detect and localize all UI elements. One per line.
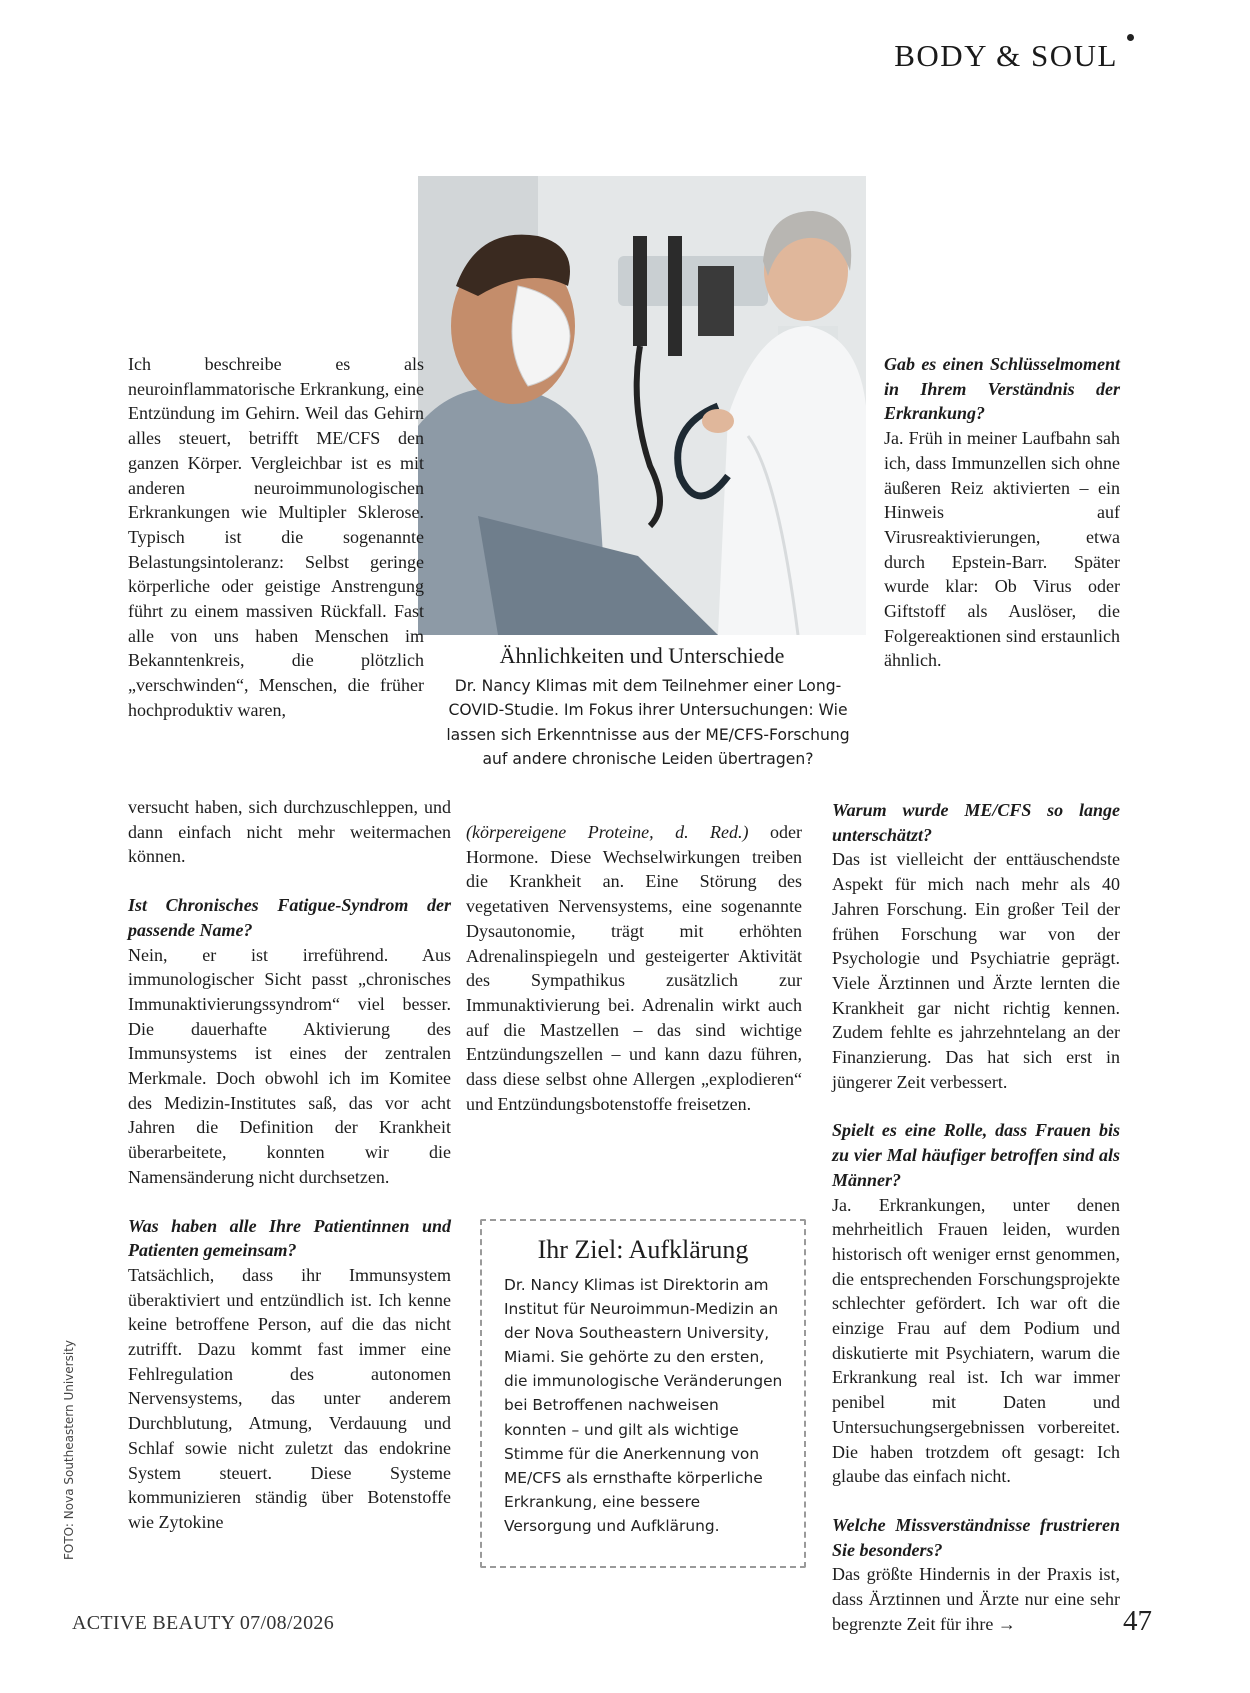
section-dot-icon bbox=[1127, 34, 1134, 41]
question-underestimated: Warum wurde ME/CFS so lange unterschätzt? bbox=[832, 800, 1120, 845]
paragraph-intro-continued: versucht haben, sich durchzuschleppen, und dann einfach nicht mehr weitermachen können. bbox=[128, 797, 451, 867]
paragraph-hormones-italic: (körpereigene Proteine, d. Red.) bbox=[466, 822, 749, 842]
photo-credit: FOTO: Nova Southeastern University bbox=[62, 1340, 76, 1560]
column-1-bottom bbox=[128, 795, 451, 1535]
column-2 bbox=[466, 820, 802, 1116]
photo-doctor-patient bbox=[418, 176, 866, 635]
column-3 bbox=[832, 798, 1120, 1637]
photo-caption-text: Dr. Nancy Klimas mit dem Teilnehmer einer Long-COVID-Studie. Im Fokus ihrer Untersuchungen: Wie lassen sich Erkenntnisse aus der ME/CFS-Forschung auf andere chronische Leiden übertragen? bbox=[446, 677, 850, 768]
paragraph-intro: Ich beschreibe es als neuroinflammatorische Erkrankung, eine Entzündung im Gehirn. Weil das Gehirn alles steuert, betrifft ME/CFS den ganzen Körper. Vergleichbar ist es mit anderen neuroimmunologischen Erkrankungen wie Multipler Sklerose. Typisch ist die sogenannte Belastungsintoleranz: Selbst geringe körperliche oder geistige Anstrengung führt zu einem massiven Rückfall. Fast alle von uns haben Menschen im Bekanntenkreis, die plötzlich „verschwinden“, Menschen, die früher hochproduktiv waren, bbox=[128, 354, 424, 720]
column-1-top bbox=[128, 352, 424, 723]
footer-magazine: ACTIVE BEAUTY 07/08/2026 bbox=[72, 1612, 334, 1634]
paragraph-hormones bbox=[466, 820, 802, 1116]
answer-misunderstandings-text: Das größte Hindernis in der Praxis ist, dass Ärztinnen und Ärzte nur eine sehr begrenzte Zeit für ihre bbox=[832, 1564, 1120, 1634]
answer-patients: Tatsächlich, dass ihr Immunsystem überaktiviert und entzündlich ist. Ich kenne keine betroffene Person, auf die das nicht zutrifft. Dazu kommt fast immer eine Fehlregulation des autonomen Nervensystems, das unter anderem Durchblutung, Atmung, Verdauung und Schlaf sowie nicht zuletzt das endokrine System steuert. Diese Systeme kommunizieren ständig über Botenstoffe wie Zytokine bbox=[128, 1264, 451, 1532]
photo-illustration bbox=[418, 176, 866, 635]
answer-women: Ja. Erkrankungen, unter denen mehrheitlich Frauen leiden, wurden historisch oft weniger ernst genommen, die entsprechenden Forschungsprojekte schlechter gefördert. Ich war oft die einzige Frau auf dem Podium und diskutierte mit Psychiatern, warum die Erkrankung real ist. Ich war immer penibel mit Daten und Untersuchungsergebnissen vorbereitet. Die haben trotzdem oft gesagt: Ich glaube das einfach nicht. bbox=[832, 1194, 1120, 1487]
answer-name: Nein, er ist irreführend. Aus immunologischer Sicht passt „chronisches Immunaktivierungssyndrom“ viel besser. Die dauerhafte Aktivierung des Immunsystems ist eines der zentralen Merkmale. Doch obwohl ich im Komitee des Medizin-Institutes saß, das vor acht Jahren die Definition der Krankheit überarbeitete, konnten wir die Namensänderung nicht durchsetzen. bbox=[128, 944, 451, 1187]
question-key-moment: Gab es einen Schlüsselmoment in Ihrem Verständnis der Erkrankung? bbox=[884, 354, 1120, 424]
answer-misunderstandings bbox=[832, 1562, 1120, 1636]
continue-arrow-icon: → bbox=[997, 1613, 1016, 1634]
question-women: Spielt es eine Rolle, dass Frauen bis zu vier Mal häufiger betroffen sind als Männer? bbox=[832, 1120, 1120, 1190]
info-box-title: Ihr Ziel: Aufklärung bbox=[537, 1235, 749, 1264]
section-title: BODY & SOUL bbox=[894, 38, 1118, 73]
question-patients: Was haben alle Ihre Patientinnen und Patienten gemeinsam? bbox=[128, 1215, 451, 1261]
answer-underestimated: Das ist vielleicht der enttäuschendste Aspekt für mich nach mehr als 40 Jahren Forschung. Ein großer Teil der frühen Forschung war von der Psychologie und Psychiatrie geprägt. Viele Ärztinnen und Ärzte lernten die Krankheit gar nicht richtig kennen. Zudem fehlte es jahrzehntelang an der Finanzierung. Das hat sich erst in jüngerer Zeit verbessert. bbox=[832, 849, 1120, 1092]
column-3-top bbox=[884, 352, 1120, 673]
question-name: Ist Chronisches Fatigue-Syndrom der passende Name? bbox=[128, 895, 451, 940]
question-misunderstandings: Welche Missverständnisse frustrieren Sie besonders? bbox=[832, 1514, 1120, 1560]
answer-key-moment: Ja. Früh in meiner Laufbahn sah ich, dass Immunzellen sich ohne äußeren Reiz aktivierten – ein Hinweis auf Virusreaktivierungen, etwa durch Epstein-Barr. Später wurde klar: Ob Virus oder Giftstoff als Auslöser, die Folgereaktionen sind erstaunlich ähnlich. bbox=[884, 428, 1120, 671]
photo-caption-title: Ähnlichkeiten und Unterschiede bbox=[499, 643, 785, 668]
page-number: 47 bbox=[1123, 1605, 1152, 1637]
info-box-text: Dr. Nancy Klimas ist Direktorin am Institut für Neuroimmun-Medizin an der Nova Southeastern University, Miami. Sie gehörte zu den ersten, die immunologische Veränderungen bei Betroffenen nachweisen konnten – und gilt als wichtige Stimme für die Anerkennung von ME/CFS als ernsthafte körperliche Erkrankung, eine bessere Versorgung und Aufklärung. bbox=[504, 1276, 783, 1535]
paragraph-hormones-text: oder Hormone. Diese Wechselwirkungen treiben die Krankheit an. Eine Störung des vegetativen Nervensystems, eine sogenannte Dysautonomie, trägt mit erhöhten Adrenalinspiegeln und gesteigerter Aktivität des Sympathikus zusätzlich zur Immunaktivierung bei. Adrenalin wirkt auch auf die Mastzellen – das sind wichtige Entzündungszellen – und kann dazu führen, dass diese selbst ohne Allergen „explodieren“ und Entzündungsbotenstoffe freisetzen. bbox=[466, 822, 802, 1114]
info-box bbox=[480, 1219, 806, 1568]
